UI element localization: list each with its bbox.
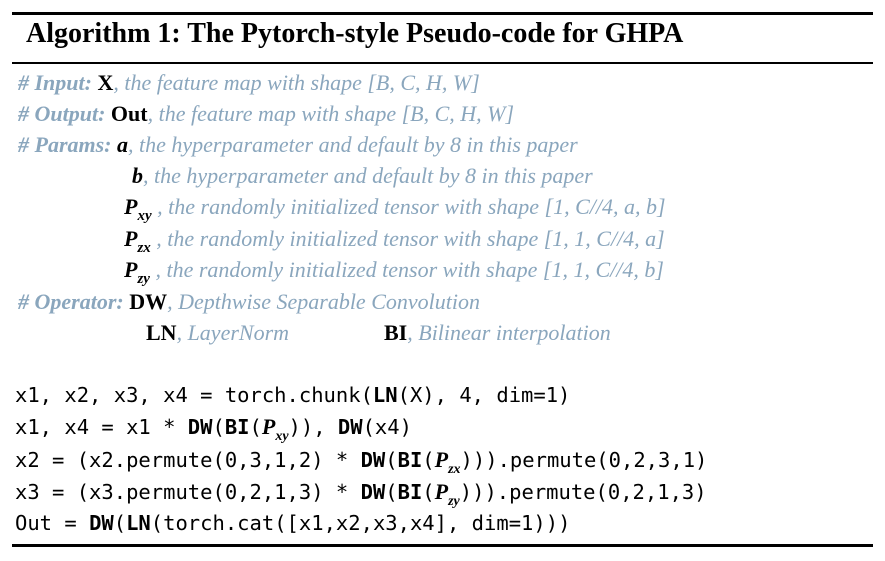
input-desc: , the feature map with shape [B, C, H, W]	[113, 70, 480, 95]
code-text: x3 = (x3.permute(0,2,1,3) *	[15, 480, 361, 504]
code-line-3	[15, 447, 708, 477]
algorithm-title: Algorithm 1: The Pytorch-style Pseudo-code for GHPA	[26, 18, 684, 49]
code-dw-op: DW	[360, 480, 386, 504]
bottom-rule	[12, 544, 873, 547]
params-pxy-line	[124, 194, 666, 224]
code-p-subscript: zy	[448, 494, 460, 509]
operator-ln-desc: , LayerNorm	[176, 320, 290, 345]
code-p-subscript: xy	[275, 429, 289, 444]
input-line	[18, 70, 480, 96]
code-bi-op: BI	[224, 415, 250, 439]
params-pzy-line	[124, 257, 664, 287]
code-line-2	[15, 414, 412, 444]
code-p-symbol: P	[261, 414, 276, 439]
param-pzy-symbol: P	[124, 257, 138, 282]
code-dw-op: DW	[360, 448, 386, 472]
code-text: (	[113, 511, 127, 535]
param-pzx-desc: , the randomly initialized tensor with shape [1, 1, C//4, a]	[150, 226, 665, 251]
operator-ln-line	[146, 320, 289, 346]
code-text: (	[422, 480, 435, 504]
operator-label: # Operator:	[18, 289, 124, 314]
code-text: (	[385, 448, 398, 472]
operator-bi-line	[384, 320, 611, 346]
param-pxy-symbol: P	[124, 194, 138, 219]
params-label: # Params:	[18, 132, 112, 157]
code-line-5	[15, 511, 570, 535]
param-a-symbol: a	[117, 132, 128, 157]
code-text: (torch.cat([x1,x2,x3,x4], dim=1)))	[150, 511, 571, 535]
title-rule	[12, 62, 873, 64]
input-symbol: X	[97, 70, 114, 95]
params-a-line	[18, 132, 578, 158]
param-pxy-subscript: xy	[137, 208, 152, 224]
output-desc: , the feature map with shape [B, C, H, W]	[147, 101, 515, 126]
operator-dw-line	[18, 289, 480, 315]
code-text: x2 = (x2.permute(0,3,1,2) *	[15, 448, 361, 472]
code-text: x1, x4 = x1 *	[15, 415, 188, 439]
code-text: (	[212, 415, 225, 439]
code-text: ))).permute(0,2,1,3)	[459, 480, 707, 504]
param-b-symbol: b	[132, 163, 143, 188]
code-p-subscript: zx	[448, 462, 461, 477]
params-pzx-line	[124, 226, 665, 256]
code-ln-op: LN	[372, 383, 398, 407]
param-b-desc: , the hyperparameter and default by 8 in this paper	[143, 163, 593, 188]
code-text: )),	[288, 415, 338, 439]
code-p-symbol: P	[434, 479, 449, 504]
code-text: (	[385, 480, 398, 504]
operator-dw-desc: , Depthwise Separable Convolution	[167, 289, 480, 314]
output-label: # Output:	[18, 101, 106, 126]
code-text: (x4)	[362, 415, 412, 439]
code-text: x1, x2, x3, x4 = torch.chunk(	[15, 383, 373, 407]
code-ln-op: LN	[126, 511, 151, 535]
code-line-4	[15, 479, 707, 509]
code-text: (	[249, 415, 262, 439]
operator-bi-symbol: BI	[384, 320, 408, 345]
param-pzy-subscript: zy	[137, 271, 150, 287]
code-p-symbol: P	[434, 447, 449, 472]
code-dw-op: DW	[337, 415, 363, 439]
top-rule	[12, 12, 873, 15]
output-line	[18, 101, 514, 127]
params-b-line	[132, 163, 593, 189]
output-symbol: Out	[110, 101, 148, 126]
code-text: (	[422, 448, 435, 472]
code-dw-op: DW	[187, 415, 213, 439]
param-pzx-subscript: zx	[137, 240, 151, 256]
param-a-desc: , the hyperparameter and default by 8 in this paper	[128, 132, 578, 157]
input-label: # Input:	[18, 70, 92, 95]
code-bi-op: BI	[397, 448, 423, 472]
operator-dw-symbol: DW	[129, 289, 168, 314]
code-line-1	[15, 383, 570, 407]
param-pzx-symbol: P	[124, 226, 138, 251]
code-text: (X), 4, dim=1)	[397, 383, 571, 407]
param-pzy-desc: , the randomly initialized tensor with shape [1, 1, C//4, b]	[149, 257, 664, 282]
operator-ln-symbol: LN	[146, 320, 177, 345]
operator-bi-desc: , Bilinear interpolation	[407, 320, 611, 345]
code-text: Out =	[15, 511, 90, 535]
code-bi-op: BI	[397, 480, 423, 504]
code-text: ))).permute(0,2,3,1)	[460, 448, 708, 472]
code-dw-op: DW	[89, 511, 114, 535]
param-pxy-desc: , the randomly initialized tensor with shape [1, C//4, a, b]	[151, 194, 666, 219]
